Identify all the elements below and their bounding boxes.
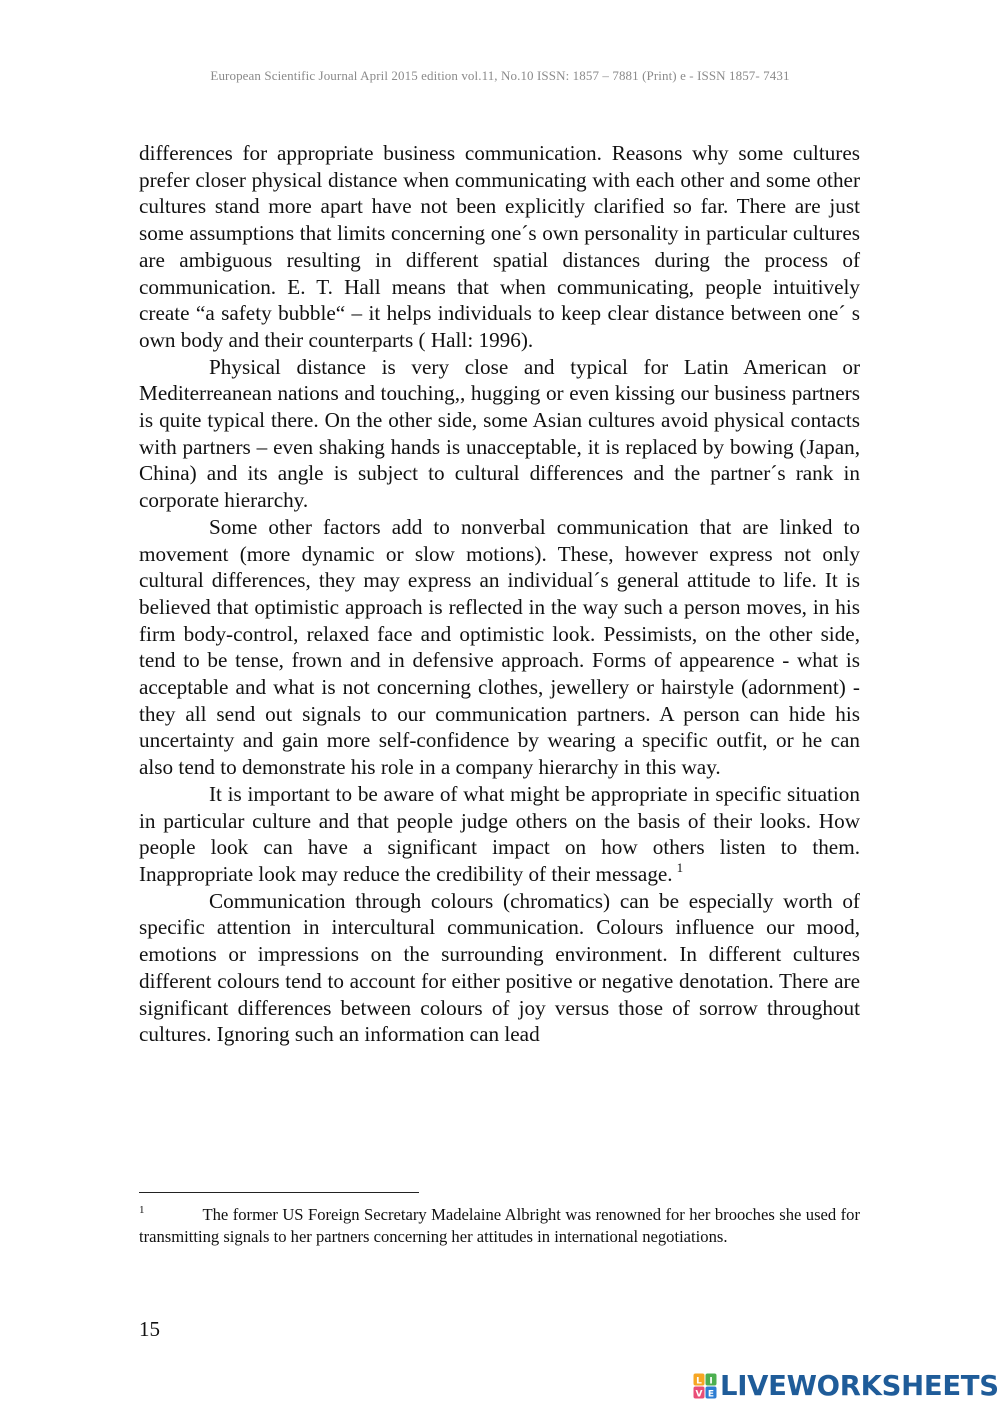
liveworksheets-logo-icon <box>693 1373 717 1399</box>
logo-mark-letter: E <box>707 1389 715 1399</box>
paragraph: Physical distance is very close and typical for Latin American or Mediterreanean nations and touching,, hugging or even kissing our business partners is quite typical there. On the other side, some Asian cultures avoid physical contacts with partners – even shaking hands is unacceptable, it is replaced by bowing (Japan, China) and its angle is subject to cultural differences and the partner´s rank in corporate hierarchy. <box>139 354 860 513</box>
footnote <box>139 1204 860 1248</box>
paragraph: Some other factors add to nonverbal communication that are linked to movement (more dynamic or slow motions). These, however express not only cultural differences, they may express an individual´s general attitude to life. It is believed that optimistic approach is reflected in the way such a person moves, in his firm body-control, relaxed face and optimistic look. Pessimists, on the other side, tend to be tense, frown and in defensive approach. Forms of appearence - what is acceptable and what is not concerning clothes, jewellery or hairstyle (adornment) - they all send out signals to our communication partners. A person can hide his uncertainty and gain more self-confidence by wearing a specific outfit, or he can also tend to demonstrate his role in a company hierarchy in this way. <box>139 514 860 780</box>
footnote-divider <box>139 1192 419 1193</box>
article-body <box>139 140 860 1048</box>
footnote-number: 1 <box>139 1204 145 1216</box>
paragraph: Communication through colours (chromatics) can be especially worth of specific attention in intercultural communication. Colours influence our mood, emotions or impressions on the surrounding environment. In different cultures different colours tend to account for either positive or negative denotation. There are significant differences between colours of joy versus those of sorrow throughout cultures. Ignoring such an information can lead <box>139 888 860 1047</box>
logo-text: LIVEWORKSHEETS <box>720 1370 999 1402</box>
page-number: 15 <box>139 1317 160 1341</box>
paragraph: differences for appropriate business communication. Reasons why some cultures prefer closer physical distance when communicating with each other and some other cultures stand more apart have not been explicitly clarified so far. There are just some assumptions that limits concerning one´s own personality in particular cultures are ambiguous resulting in different spatial distances during the process of communication. E. T. Hall means that when communicating, people intuitively create “a safety bubble“ – it helps individuals to keep clear distance between one´ s own body and their counterparts ( Hall: 1996). <box>139 141 860 352</box>
logo-mark-letter: I <box>709 1376 713 1387</box>
logo-mark-letter: V <box>695 1389 703 1399</box>
liveworksheets-logo[interactable] <box>693 1369 999 1403</box>
running-header: European Scientific Journal April 2015 edition vol.11, No.10 ISSN: 1857 – 7881 (Print) e - ISSN 1857- 7431 <box>210 68 790 83</box>
paragraph <box>139 781 860 888</box>
paragraph-text: It is important to be aware of what might be appropriate in specific situation in particular culture and that people judge others on the basis of their looks. How people look can have a significant impact on how others listen to them. Inappropriate look may reduce the credibility of their message. <box>139 781 860 886</box>
logo-mark-letter: L <box>696 1376 702 1387</box>
footnote-reference[interactable]: 1 <box>676 859 684 875</box>
footnote-text: The former US Foreign Secretary Madelaine Albright was renowned for her brooches she used for transmitting signals to her partners concerning her attitudes in international negotiations. <box>139 1205 860 1247</box>
